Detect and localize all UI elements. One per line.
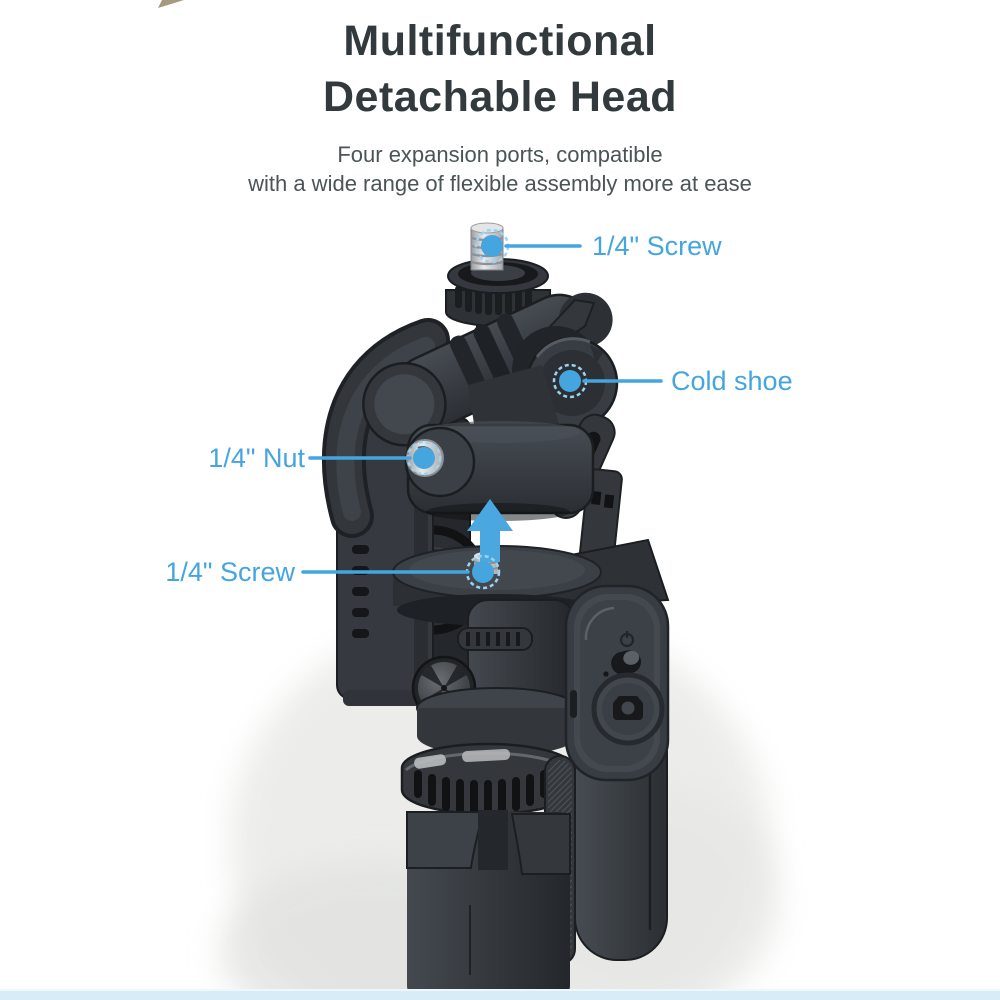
page-title-line1: Multifunctional <box>343 17 657 65</box>
camera-icon <box>613 696 643 720</box>
page-title-line2: Detachable Head <box>322 73 678 121</box>
status-led <box>603 671 608 676</box>
label-quarter-screw-top: 1/4" Screw <box>592 231 722 261</box>
label-quarter-nut: 1/4" Nut <box>208 443 305 473</box>
label-quarter-screw-bottom: 1/4" Screw <box>165 557 295 587</box>
corner-decoration <box>158 0 184 8</box>
subtitle-line2: with a wide range of flexible assembly more at ease <box>248 171 752 196</box>
mini-knurled-ring <box>458 628 532 650</box>
remote-control <box>566 586 668 780</box>
shutter-button <box>594 675 662 743</box>
next-section-edge <box>0 989 1000 1000</box>
label-cold-shoe: Cold shoe <box>671 366 793 396</box>
subtitle-line1: Four expansion ports, compatible <box>337 142 663 167</box>
handle <box>407 810 570 996</box>
remote-side-slot <box>570 690 577 718</box>
